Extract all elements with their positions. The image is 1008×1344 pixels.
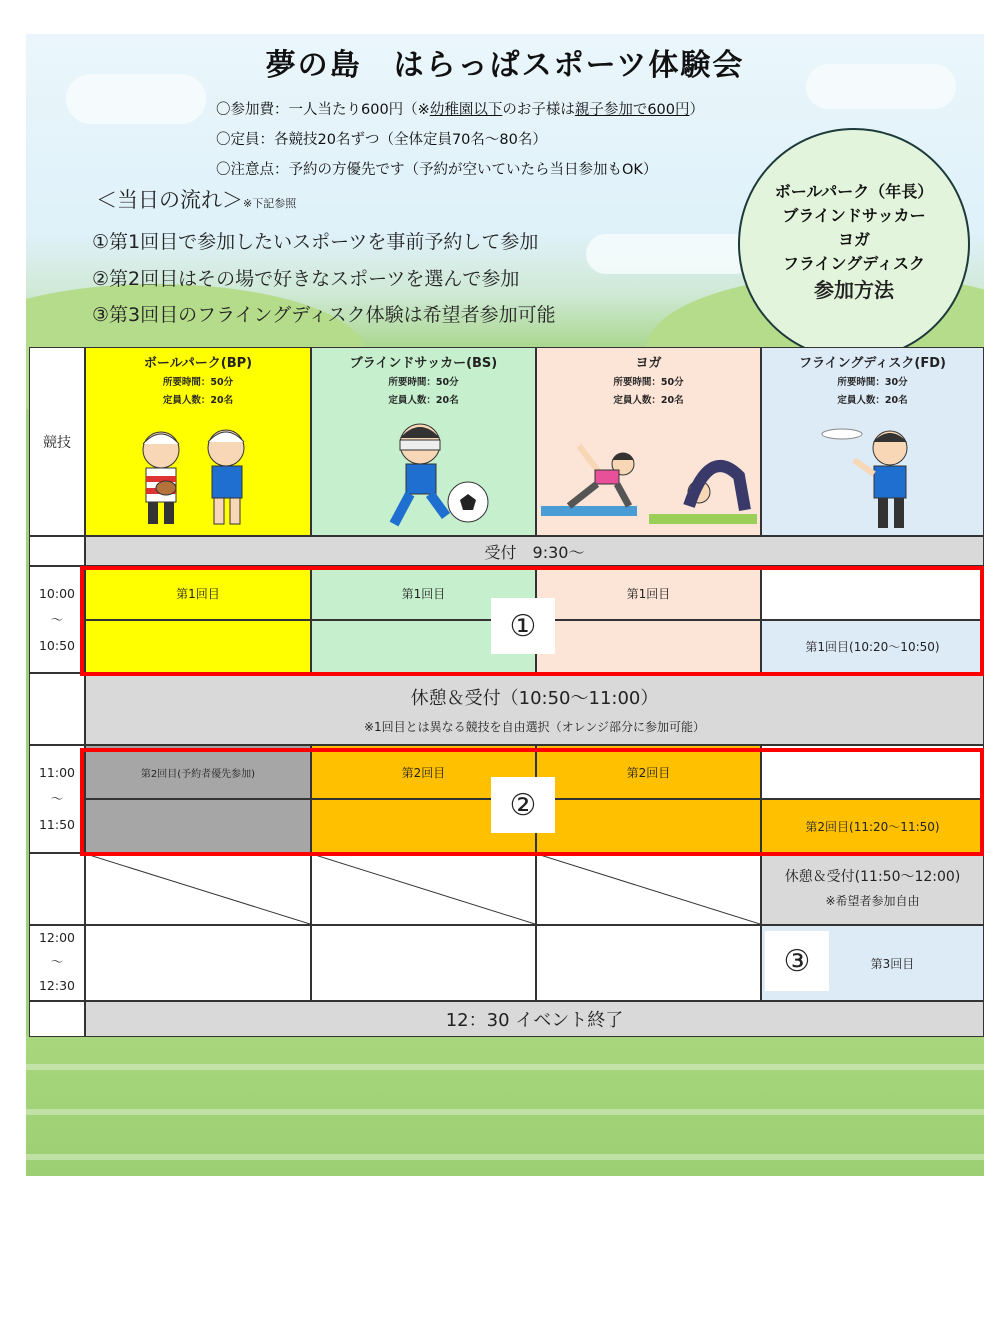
circle-line: フライングディスク: [783, 254, 925, 273]
slot3-time: 12:00 ～ 12:30: [29, 925, 85, 1001]
slot1-fd: 第1回目(10:20～10:50): [761, 620, 984, 673]
reception-row: 受付 9:30～: [85, 536, 984, 566]
notice-line: 〇注意点：予約の方優先です（予約が空いていたら当日参加もOK）: [216, 162, 658, 178]
slot3-bp-empty: [85, 925, 311, 1001]
fee-line: 〇参加費：一人当たり600円（※幼稚園以下のお子様は親子参加で600円）: [216, 102, 705, 118]
sport-name: フライングディスク(FD): [799, 356, 946, 371]
break2-note: ※希望者参加自由: [825, 894, 920, 908]
sport-meta: 所要時間：50分 定員人数：20名: [613, 377, 684, 406]
slot2-bs: 第2回目: [311, 745, 536, 799]
grass-stripe: [26, 1064, 984, 1070]
sport-name: ヨガ: [635, 356, 662, 371]
blind-soccer-illustration: [372, 416, 492, 534]
circle-line: ブラインドサッカー: [782, 206, 926, 225]
break1-row: [85, 673, 984, 745]
slot1-yoga: 第1回目: [536, 566, 761, 620]
participation-circle: [738, 128, 970, 360]
sport-header-fd: [761, 347, 984, 536]
slot2-fd: 第2回目(11:20～11:50): [761, 799, 984, 853]
slot1-bs: 第1回目: [311, 566, 536, 620]
circle-line: ボールパーク（年長）: [774, 182, 934, 201]
break1-title: 休憩＆受付（10:50～11:00）: [410, 688, 659, 709]
circle-line: ヨガ: [837, 230, 870, 249]
sport-name: ボールパーク(BP): [143, 356, 253, 371]
flow-step-2: ②第2回目はその場で好きなスポーツを選んで参加: [92, 268, 520, 290]
schedule-table: [29, 347, 984, 1037]
flow-step-1: ①第1回目で参加したいスポーツを事前予約して参加: [92, 231, 539, 253]
badge-2: ②: [491, 777, 555, 833]
blank-cell: [29, 673, 85, 745]
break2-cell: [761, 853, 984, 925]
page-title: 夢の島 はらっぱスポーツ体験会: [265, 48, 745, 83]
cloud: [586, 234, 756, 274]
slot1-time: 10:00 ～ 10:50: [29, 566, 85, 673]
diagonal-cell: [311, 853, 536, 925]
sport-meta: 所要時間：50分 定員人数：20名: [388, 377, 459, 406]
sport-meta: 所要時間：50分 定員人数：20名: [162, 377, 234, 406]
sport-header-yoga: [536, 347, 761, 536]
break1-note: ※1回目とは異なる競技を自由選択（オレンジ部分に参加可能）: [363, 720, 706, 734]
sport-name: ブラインドサッカー(BS): [349, 356, 498, 371]
poster: [26, 34, 984, 1176]
sport-header-bs: [311, 347, 536, 536]
capacity-line: 〇定員：各競技20名ずつ（全体定員70名～80名）: [216, 132, 547, 148]
break2-title: 休憩＆受付(11:50～12:00): [784, 869, 961, 885]
diagonal-cell: [85, 853, 311, 925]
blank-cell: [29, 536, 85, 566]
badge-3: ③: [765, 931, 829, 991]
slot2-time: 11:00 ～ 11:50: [29, 745, 85, 853]
flying-disc-illustration: [818, 418, 938, 534]
grass-stripe: [26, 1109, 984, 1115]
grass-stripe: [26, 1154, 984, 1160]
flow-step-3: ③第3回目のフライングディスク体験は希望者参加可能: [92, 304, 556, 326]
blank-cell: [29, 1001, 85, 1037]
slot3-fd: 第3回目: [761, 925, 984, 1001]
slot2-yoga: 第2回目: [536, 745, 761, 799]
event-end-row: 12：30 イベント終了: [85, 1001, 984, 1037]
slot3-yoga-empty: [536, 925, 761, 1001]
sport-meta: 所要時間：30分 定員人数：20名: [837, 377, 908, 406]
circle-emphasis: 参加方法: [814, 278, 894, 302]
slot3-bs-empty: [311, 925, 536, 1001]
yoga-illustration: [539, 436, 759, 534]
sport-header-bp: [85, 347, 311, 536]
rugby-players-illustration: [126, 422, 266, 532]
slot2-bp: 第2回目(予約者優先参加): [85, 745, 311, 799]
row-label: 競技: [29, 347, 85, 536]
badge-1: ①: [491, 598, 555, 654]
blank-cell: [29, 853, 85, 925]
slot1-bp: 第1回目: [85, 566, 311, 620]
flow-heading: ＜当日の流れ＞※下記参照: [96, 188, 297, 212]
diagonal-cell: [536, 853, 761, 925]
